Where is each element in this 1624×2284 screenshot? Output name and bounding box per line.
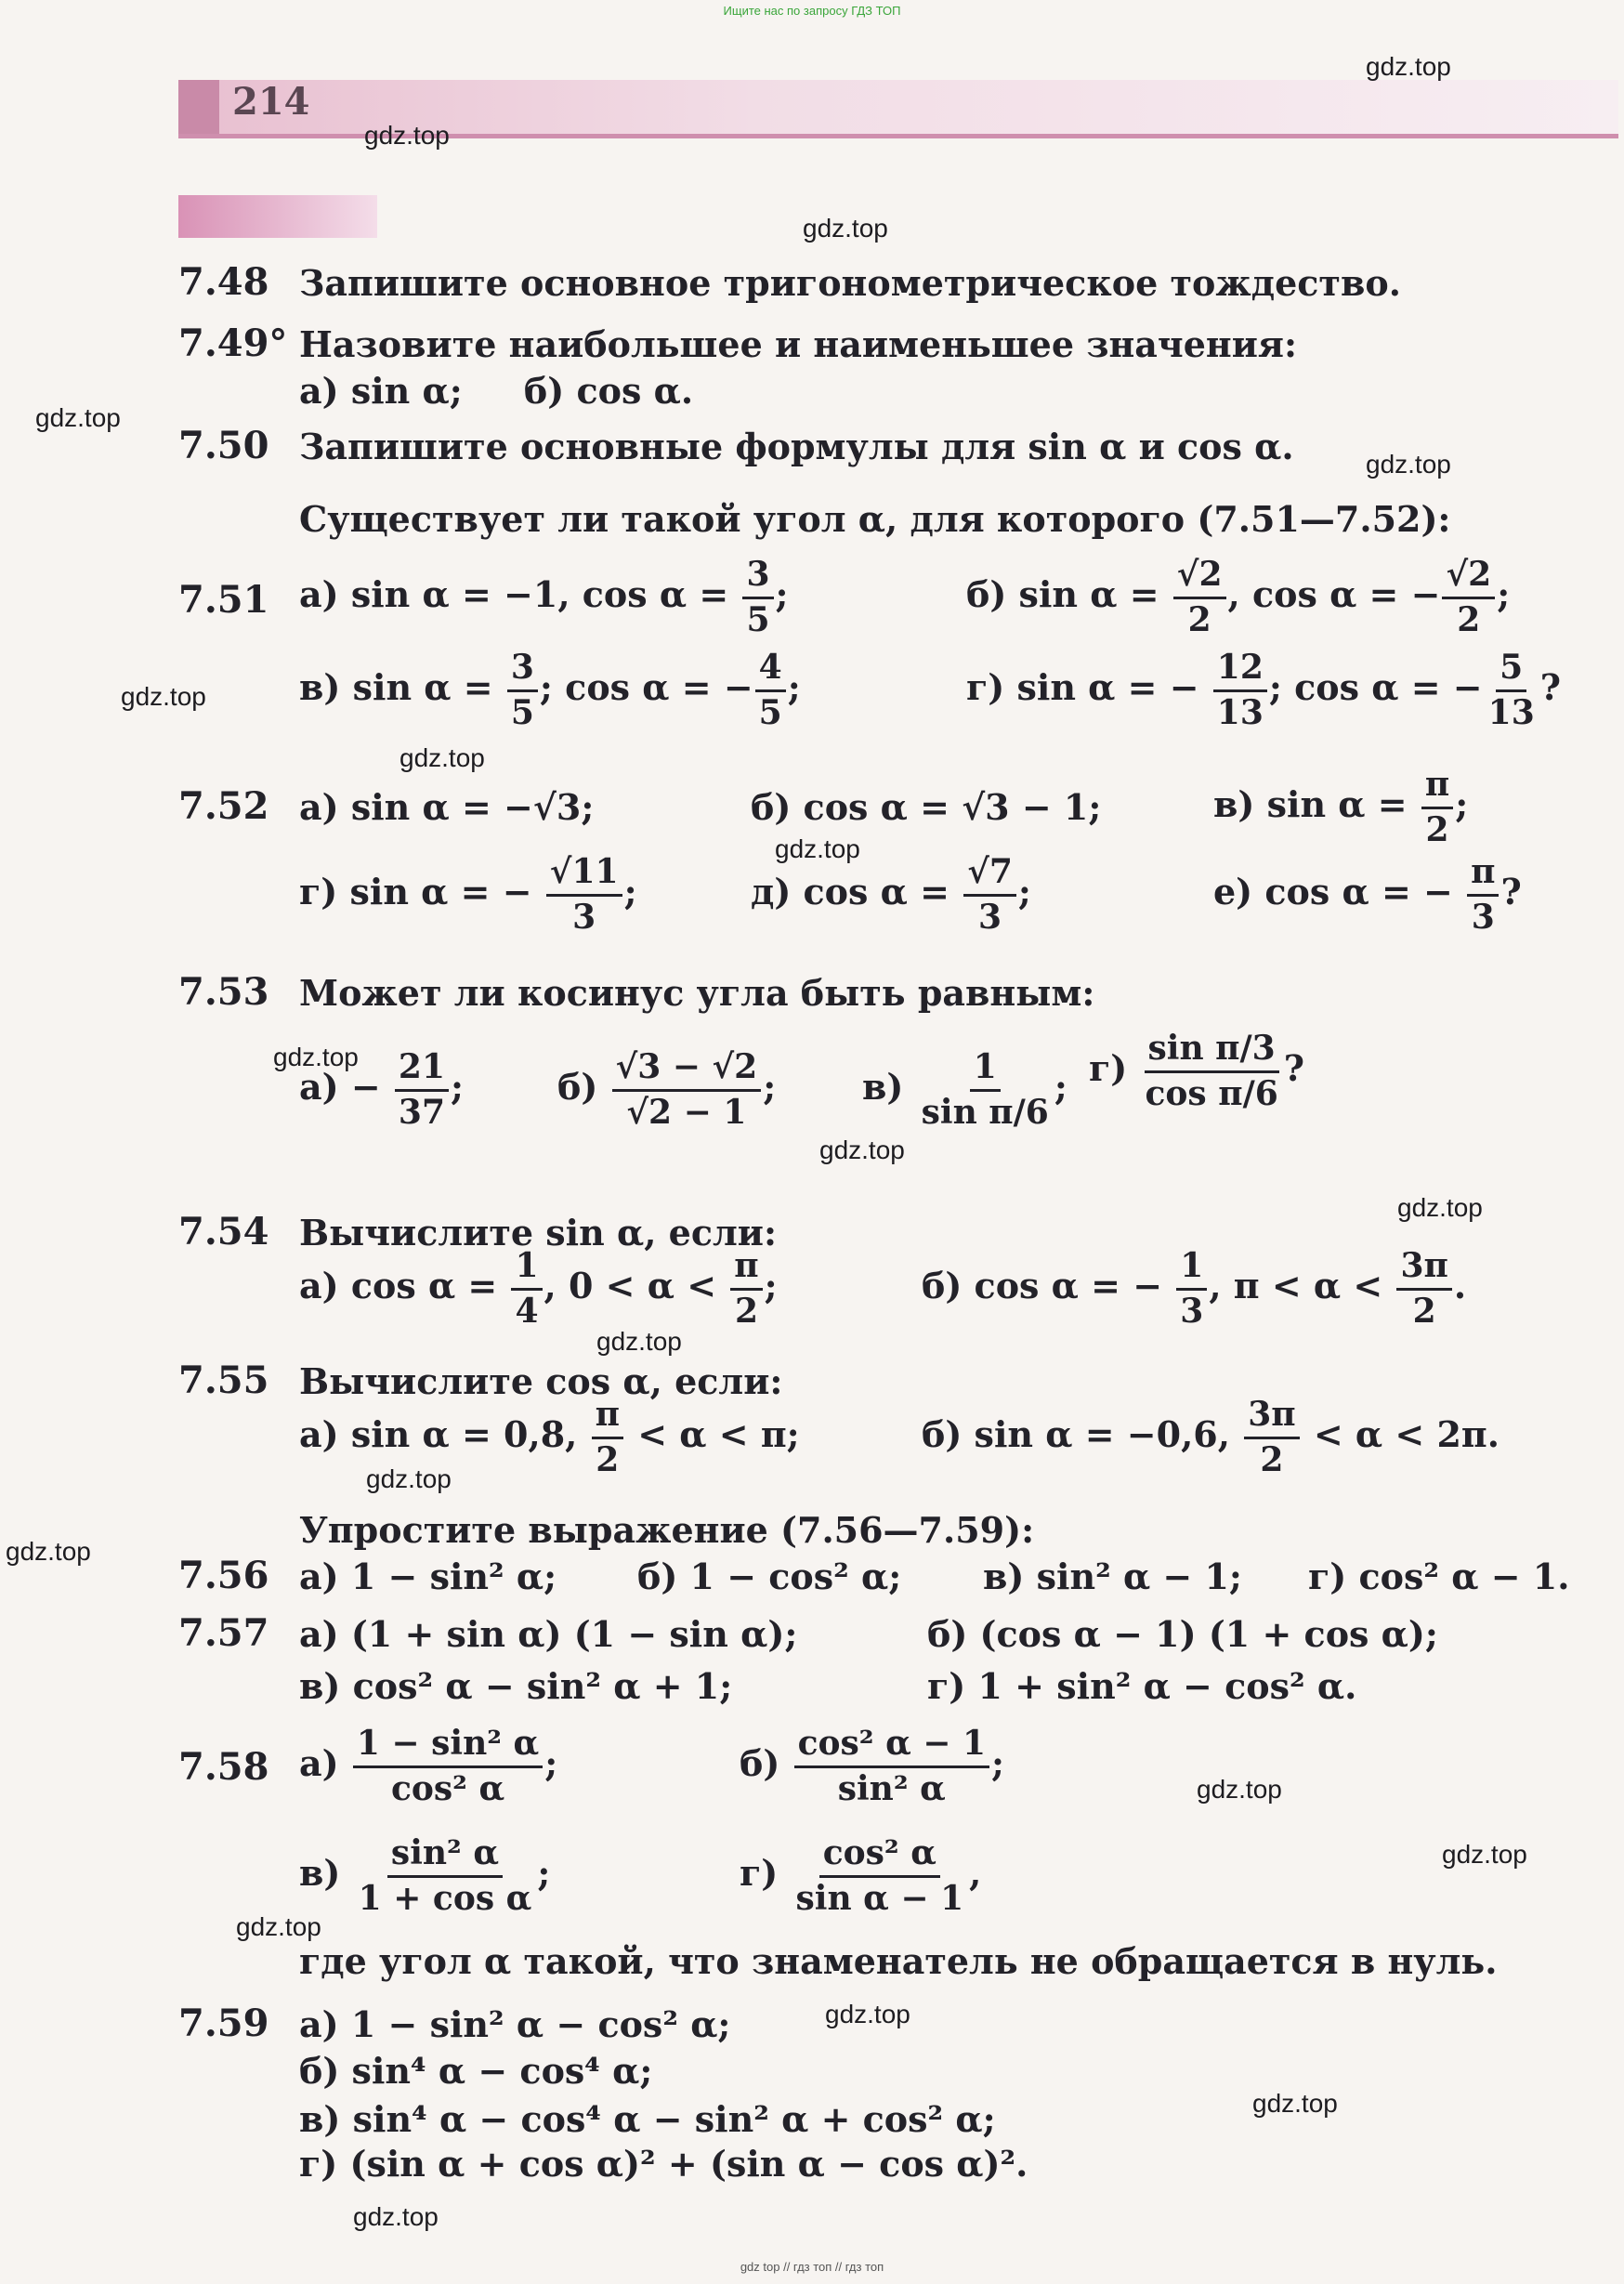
watermark: gdz.top [399,743,485,772]
item-7-56-b: б) 1 − cos² α; [637,1555,902,1597]
fraction: $\frac{21}{37}$ [395,1050,449,1131]
watermark: gdz.top [1397,1193,1483,1222]
item-7-51-v: в) sin α = $\frac{3}{5}$ ; cos α = − $\frac{4}{5}$ ; [299,648,801,732]
item-7-53-b: б) $\frac{√3 - √2}{√2 - 1}$ ; [557,1047,777,1132]
item-7-56-a: а) 1 − sin² α; [299,1555,557,1597]
item-7-56-v: в) sin² α − 1; [983,1555,1242,1597]
item-7-52-g: г) sin α = − $\frac{√11}{3}$ ; [299,852,637,937]
item-7-54-b: б) cos α = − $\frac{1}{3}$ , π < α < $\frac{3\pi}{2}$ . [922,1246,1467,1331]
fraction: $\frac{\pi}{2}$ [592,1398,623,1478]
problem-text: Вычислите sin α, если: [299,1212,777,1254]
item-7-59-b: б) sin⁴ α − cos⁴ α; [299,2050,653,2092]
fraction: $\frac{\text{sin² α}}{\text{1 + cos α}}$ [358,1833,532,1918]
fraction: $\frac{√7}{3}$ [963,855,1016,936]
fraction: $\frac{4}{5}$ [755,650,786,731]
item-7-59-v: в) sin⁴ α − cos⁴ α − sin² α + cos² α; [299,2098,996,2140]
fraction: $\frac{3}{5}$ [742,558,773,638]
watermark: gdz.top [121,682,206,711]
watermark: gdz.top [366,1464,452,1493]
page-number: 214 [232,80,310,124]
fraction: $\frac{5}{13}$ [1487,648,1535,732]
fraction: $\frac{3\pi}{2}$ [1244,1398,1299,1478]
section-marker [178,195,377,238]
item-7-58-b: б) $\frac{\text{cos² α − 1}}{\text{sin² α}}$ ; [740,1724,1005,1808]
item-7-54-a: а) cos α = $\frac{1}{4}$ , 0 < α < $\frac{\pi}{2}$ ; [299,1246,778,1331]
watermark: gdz.top [1197,1775,1282,1804]
item-7-58-g: г) $\frac{\text{cos² α}}{\text{sin α − 1}}$ , [740,1833,982,1918]
problem-text: Запишите основные формулы для sin α и cos α. [299,426,1294,467]
problem-number: 7.50 [178,424,269,467]
item-7-51-b: б) sin α = $\frac{√2}{2}$ , cos α = − $\frac{√2}{2}$ ; [966,555,1511,639]
watermark: gdz.top [803,214,888,243]
section-intro: Существует ли такой угол α, для которого (7.51—7.52): [299,498,1451,540]
item-7-57-g: г) 1 + sin² α − cos² α. [927,1665,1357,1707]
watermark: gdz.top [825,2000,910,2028]
item-7-52-e: е) cos α = − $\frac{\pi}{3}$ ? [1213,852,1522,937]
problem-number: 7.51 [178,578,269,622]
fraction: $\frac{1}{\text{sin π/6}}$ [921,1047,1049,1132]
section-intro: Упростите выражение (7.56—7.59): [299,1509,1035,1551]
item-7-52-d: д) cos α = $\frac{√7}{3}$ ; [751,852,1031,937]
problem-number: 7.53 [178,970,269,1014]
problem-note: где угол α такой, что знаменатель не обращается в нуль. [299,1940,1498,1982]
fraction: $\frac{\pi}{3}$ [1467,855,1499,936]
item-7-52-a: а) sin α = −√3; [299,786,595,828]
fraction: $\frac{12}{13}$ [1213,650,1267,731]
watermark: gdz.top [819,1135,905,1164]
fraction: $\frac{√2}{2}$ [1173,558,1226,638]
problem-number: 7.54 [178,1210,269,1254]
item-7-53-g: г) $\frac{\text{sin π/3}}{\text{cos π/6}}$ ? [1089,1029,1305,1113]
watermark: gdz.top [1366,450,1451,479]
item-7-57-v: в) cos² α − sin² α + 1; [299,1665,733,1707]
fraction: $\frac{\text{1 − sin² α}}{\text{cos² α}}$ [353,1726,543,1807]
watermark: gdz.top [6,1537,91,1566]
item-7-55-a: а) sin α = 0,8, $\frac{\pi}{2}$ < α < π; [299,1395,800,1479]
item-7-52-v: в) sin α = $\frac{\pi}{2}$ ; [1213,765,1469,849]
item-7-52-b: б) cos α = √3 − 1; [751,786,1102,828]
problem-number: 7.56 [178,1554,269,1597]
problem-number: 7.59 [178,2002,269,2045]
problem-text: Может ли косинус угла быть равным: [299,972,1095,1014]
fraction: $\frac{\pi}{2}$ [1421,768,1453,848]
item-7-59-g: г) (sin α + cos α)² + (sin α − cos α)². [299,2143,1028,2185]
item-7-51-a: а) sin α = −1, cos α = $\frac{3}{5}$ ; [299,555,789,639]
watermark: gdz.top [1252,2089,1338,2118]
problem-number: 7.58 [178,1745,269,1789]
problem-text: Вычислите cos α, если: [299,1360,783,1402]
item-7-53-v: в) $\frac{1}{\text{sin π/6}}$ ; [862,1047,1067,1132]
fraction: $\frac{√3 - √2}{√2 - 1}$ [612,1050,762,1131]
bottom-note: gdz top // гдз топ // гдз топ [740,2260,884,2274]
watermark: gdz.top [596,1327,682,1356]
problem-number: 7.48 [178,260,269,304]
fraction: $\frac{√2}{2}$ [1442,558,1495,638]
item-7-57-a: а) (1 + sin α) (1 − sin α); [299,1613,798,1655]
problem-text: Назовите наибольшее и наименьшее значения: [299,323,1298,365]
fraction: $\frac{\text{cos² α}}{\text{sin α − 1}}$ [795,1833,964,1918]
item-7-57-b: б) (cos α − 1) (1 + cos α); [927,1613,1438,1655]
fraction: $\frac{\text{sin π/3}}{\text{cos π/6}}$ [1145,1029,1278,1113]
fraction: $\frac{3\pi}{2}$ [1396,1249,1451,1330]
problem-number: 7.57 [178,1611,269,1655]
item-7-55-b: б) sin α = −0,6, $\frac{3\pi}{2}$ < α < 2π. [922,1395,1500,1479]
fraction: $\frac{\pi}{2}$ [730,1249,762,1330]
item-7-53-a: а) − $\frac{21}{37}$ ; [299,1047,465,1132]
watermark: gdz.top [273,1043,359,1071]
problem-items: а) sin α; б) cos α. [299,370,694,412]
fraction: $\frac{1}{3}$ [1176,1249,1207,1330]
fraction: $\frac{√11}{3}$ [546,855,622,936]
problem-number: 7.49° [178,322,288,365]
watermark: gdz.top [353,2202,439,2231]
item-7-59-a: а) 1 − sin² α − cos² α; [299,2003,731,2045]
item-7-58-v: в) $\frac{\text{sin² α}}{\text{1 + cos α}}$ ; [299,1833,551,1918]
problem-number: 7.55 [178,1359,269,1402]
fraction: $\frac{1}{4}$ [511,1249,542,1330]
fraction: $\frac{3}{5}$ [507,650,538,731]
watermark: gdz.top [1366,52,1451,81]
watermark: gdz.top [1442,1840,1527,1869]
problem-number: 7.52 [178,784,269,828]
watermark: gdz.top [35,403,121,432]
item-7-51-g: г) sin α = − $\frac{12}{13}$ ; cos α = − $\frac{5}{13}$ ? [966,648,1562,732]
watermark: gdz.top [775,834,860,863]
problem-text: Запишите основное тригонометрическое тождество. [299,262,1401,304]
fraction: $\frac{\text{cos² α − 1}}{\text{sin² α}}$ [794,1726,989,1807]
top-note: Ищите нас по запросу ГДЗ ТОП [723,4,901,18]
watermark: gdz.top [236,1912,321,1941]
item-7-56-g: г) cos² α − 1. [1308,1555,1570,1597]
watermark: gdz.top [364,121,450,150]
item-7-58-a: а) $\frac{\text{1 − sin² α}}{\text{cos² α}}$ ; [299,1724,558,1808]
